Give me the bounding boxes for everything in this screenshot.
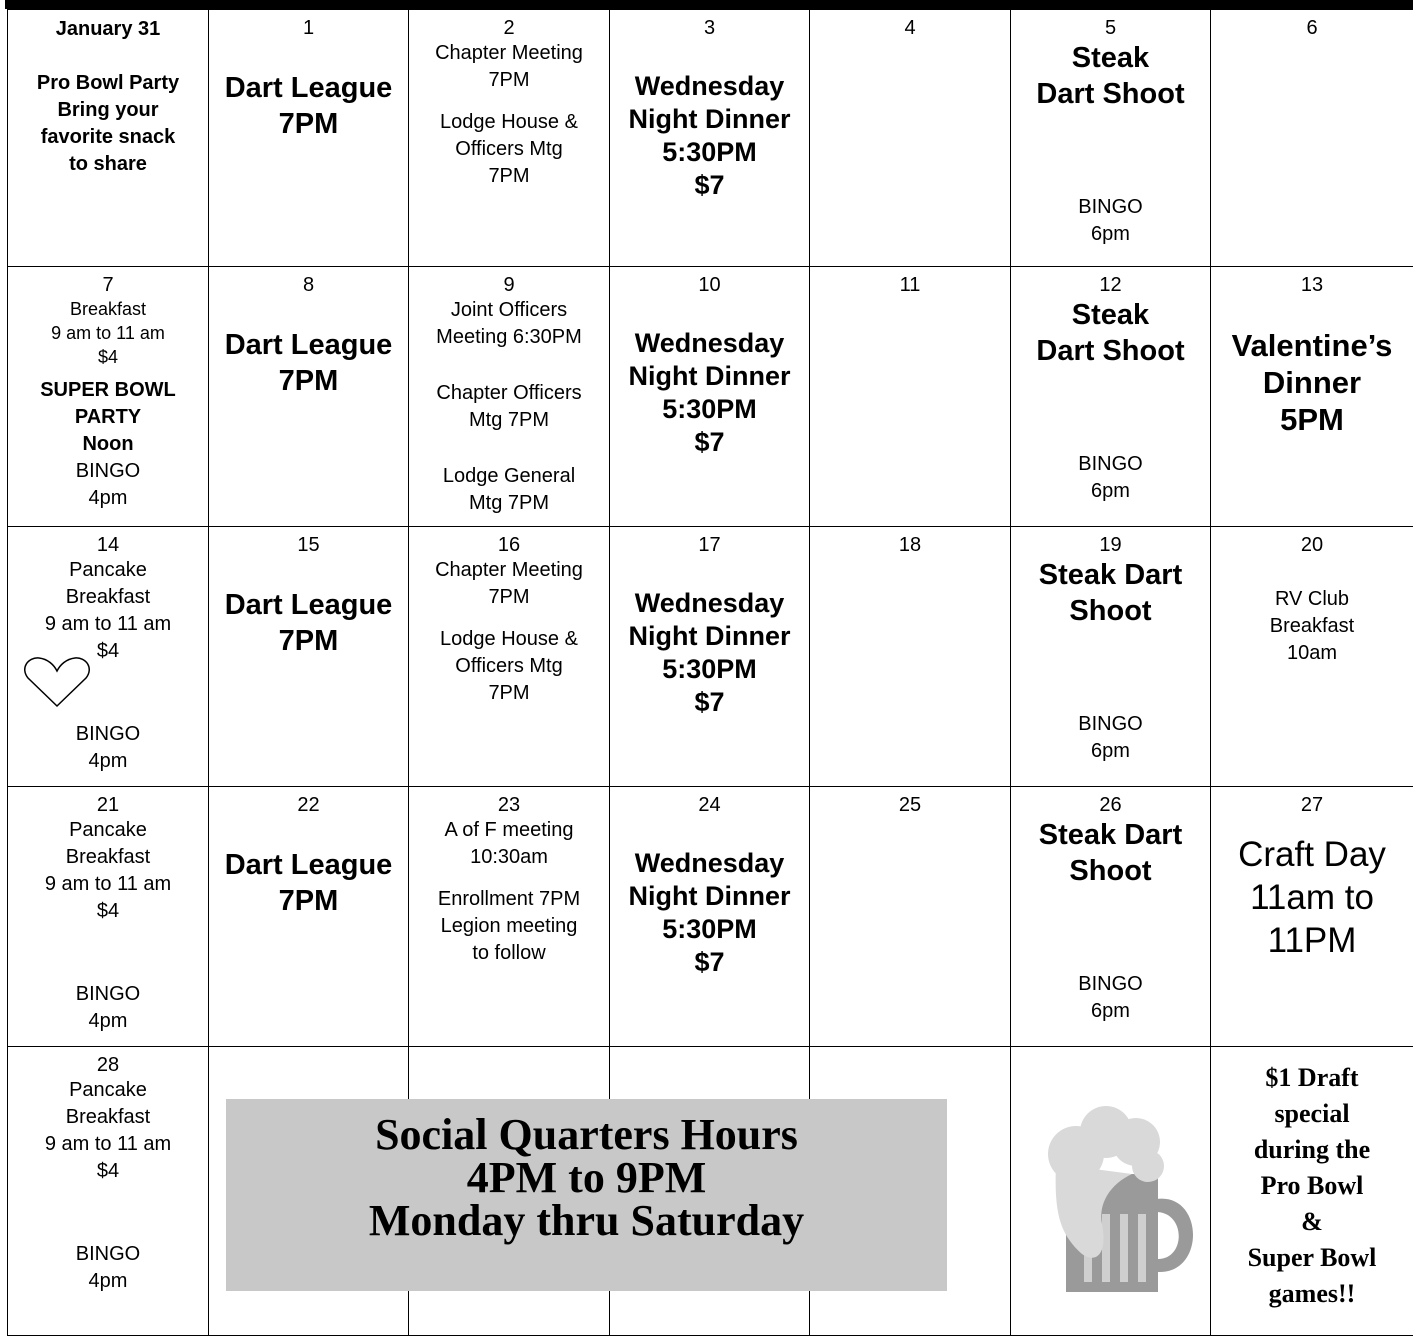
bingo-line: 6pm	[1091, 480, 1130, 502]
event-line: Lodge House &	[440, 111, 578, 133]
day-cell-9	[409, 267, 610, 527]
day-cell-jan-31	[8, 10, 209, 267]
heart-icon	[24, 656, 90, 708]
event-line: $7	[694, 687, 725, 717]
event-line: 7PM	[278, 108, 339, 140]
event-line: $7	[694, 427, 725, 457]
event-line: 9 am to 11 am	[51, 323, 165, 343]
bingo-line: BINGO	[75, 983, 141, 1005]
day-number: January 31	[55, 18, 161, 40]
day-cell-8	[209, 267, 409, 527]
bingo-line: 4pm	[88, 1270, 128, 1292]
day-number: 18	[898, 534, 922, 556]
special-line: &	[1301, 1207, 1323, 1236]
day-cell-5	[1011, 10, 1211, 267]
event-line: 9 am to 11 am	[44, 613, 172, 635]
bingo-line: BINGO	[75, 1243, 141, 1265]
day-number: 11	[899, 274, 921, 296]
event-line: $4	[96, 900, 120, 922]
event-line: Night Dinner	[628, 881, 791, 911]
event-line: Breakfast	[69, 299, 147, 319]
event-line: SUPER BOWL	[40, 379, 176, 401]
day-cell-2	[409, 10, 610, 267]
event-line: 10am	[1286, 642, 1338, 664]
day-number: 8	[302, 274, 315, 296]
bingo-line: 6pm	[1091, 1000, 1130, 1022]
event-line: 5PM	[1280, 402, 1344, 437]
beer-mug-icon	[1036, 1104, 1206, 1294]
event-line: Mtg 7PM	[468, 409, 550, 431]
event-line: 7PM	[488, 165, 530, 187]
day-number: 5	[1104, 17, 1117, 39]
day-cell-21	[8, 787, 209, 1047]
day-number: 16	[497, 534, 521, 556]
event-line: to share	[69, 153, 147, 175]
day-number: 21	[96, 794, 120, 816]
day-cell-27	[1211, 787, 1413, 1047]
event-line: Steak	[1071, 42, 1150, 74]
event-line: Night Dinner	[628, 361, 791, 391]
day-cell-22	[209, 787, 409, 1047]
bingo-line: 6pm	[1091, 223, 1130, 245]
day-number: 23	[497, 794, 521, 816]
event-line: Night Dinner	[628, 104, 791, 134]
day-number: 24	[698, 794, 721, 816]
hours-line: 4PM to 9PM	[466, 1153, 707, 1202]
event-line: $4	[96, 640, 120, 662]
day-cell-26	[1011, 787, 1211, 1047]
draft-special-cell	[1211, 1047, 1413, 1336]
day-number: 22	[297, 794, 320, 816]
event-line: 7PM	[488, 69, 530, 91]
event-line: to follow	[472, 942, 546, 964]
event-line: 5:30PM	[662, 914, 757, 944]
event-line: Noon	[82, 433, 134, 455]
social-quarters-hours-box	[226, 1099, 947, 1291]
top-border-bar	[5, 0, 1413, 9]
day-cell-11	[810, 267, 1011, 527]
day-cell-13	[1211, 267, 1413, 527]
day-number: 17	[698, 534, 721, 556]
event-line: Valentine’s	[1231, 328, 1393, 363]
event-line: Wednesday	[634, 588, 785, 618]
event-line: Lodge House &	[440, 628, 578, 650]
day-cell-15	[209, 527, 409, 787]
event-line: 7PM	[488, 586, 530, 608]
event-line: Pancake	[69, 559, 147, 581]
day-cell-23	[409, 787, 610, 1047]
event-line: RV Club	[1274, 588, 1350, 610]
event-line: $4	[96, 1160, 120, 1182]
day-cell-20	[1211, 527, 1413, 787]
event-line: Mtg 7PM	[468, 492, 550, 514]
event-line: Breakfast	[65, 1106, 151, 1128]
day-cell-3	[610, 10, 810, 267]
bingo-line: BINGO	[1078, 453, 1143, 475]
event-line: Meeting 6:30PM	[436, 326, 582, 348]
event-line: 7PM	[278, 365, 339, 397]
bingo-line: BINGO	[75, 460, 141, 482]
special-line: during the	[1253, 1135, 1371, 1164]
event-line: 5:30PM	[662, 654, 757, 684]
event-line: Dinner	[1262, 365, 1362, 400]
day-number: 26	[1099, 794, 1122, 816]
event-line: 7PM	[278, 885, 339, 917]
event-line: Shoot	[1069, 855, 1152, 887]
bingo-line: BINGO	[1078, 713, 1143, 735]
event-line: 5:30PM	[662, 137, 757, 167]
day-number: 3	[703, 17, 716, 39]
event-line: Night Dinner	[628, 621, 791, 651]
day-cell-28	[8, 1047, 209, 1336]
bingo-line: BINGO	[1078, 973, 1143, 995]
day-cell-24	[610, 787, 810, 1047]
event-line: 9 am to 11 am	[44, 1133, 172, 1155]
day-number: 7	[102, 274, 114, 296]
day-number: 9	[503, 274, 515, 296]
bingo-line: 6pm	[1091, 740, 1130, 762]
event-line: $4	[97, 347, 119, 367]
hours-line: Social Quarters Hours	[375, 1110, 798, 1159]
event-line: Legion meeting	[440, 915, 578, 937]
event-line: Dart League	[224, 589, 393, 621]
event-line: Joint Officers	[450, 299, 568, 321]
event-line: Lodge General	[442, 465, 576, 487]
event-line: Wednesday	[634, 71, 785, 101]
event-line: Bring your	[57, 99, 159, 121]
day-cell-12	[1011, 267, 1211, 527]
day-cell-6	[1211, 10, 1413, 267]
bingo-line: BINGO	[75, 723, 141, 745]
event-line: Dart League	[224, 849, 393, 881]
event-line: Officers Mtg	[455, 138, 563, 160]
day-number: 10	[698, 274, 721, 296]
event-line: 11PM	[1267, 921, 1357, 960]
day-number: 19	[1099, 534, 1122, 556]
event-line: Pancake	[69, 1079, 147, 1101]
event-line: Craft Day	[1238, 835, 1386, 874]
day-number: 15	[297, 534, 320, 556]
event-line: Chapter Officers	[436, 382, 582, 404]
day-number: 20	[1300, 534, 1324, 556]
day-number: 1	[302, 17, 315, 39]
day-number: 27	[1300, 794, 1324, 816]
event-line: Wednesday	[634, 848, 785, 878]
event-line: Breakfast	[65, 586, 151, 608]
day-number: 25	[898, 794, 922, 816]
day-cell-25	[810, 787, 1011, 1047]
event-line: 11am to	[1250, 878, 1374, 917]
day-number: 14	[96, 534, 120, 556]
event-line: Dart League	[224, 329, 393, 361]
event-line: $7	[694, 170, 725, 200]
day-number: 12	[1099, 274, 1122, 296]
event-line: Wednesday	[634, 328, 785, 358]
event-line: 5:30PM	[662, 394, 757, 424]
day-cell-10	[610, 267, 810, 527]
day-cell-16	[409, 527, 610, 787]
day-number: 6	[1306, 17, 1318, 39]
event-line: Shoot	[1069, 595, 1152, 627]
special-line: Pro Bowl	[1260, 1171, 1364, 1200]
day-cell-18	[810, 527, 1011, 787]
bingo-line: 4pm	[88, 487, 128, 509]
event-line: Officers Mtg	[455, 655, 563, 677]
event-line: $7	[694, 947, 725, 977]
event-line: Dart Shoot	[1036, 335, 1185, 367]
event-line: 7PM	[278, 625, 339, 657]
event-line: Dart League	[224, 72, 393, 104]
event-line: Steak Dart	[1038, 819, 1183, 851]
hours-line: Monday thru Saturday	[368, 1196, 805, 1245]
day-cell-1	[209, 10, 409, 267]
special-line: $1 Draft	[1265, 1063, 1359, 1092]
event-line: 9 am to 11 am	[44, 873, 172, 895]
special-line: Super Bowl	[1247, 1243, 1377, 1272]
bingo-line: 4pm	[88, 1010, 128, 1032]
event-line: Chapter Meeting	[435, 42, 583, 64]
event-line: Pro Bowl Party	[36, 72, 180, 94]
day-number: 2	[503, 17, 515, 39]
day-number: 4	[904, 17, 916, 39]
bingo-line: BINGO	[1078, 196, 1143, 218]
event-line: Pancake	[69, 819, 147, 841]
event-line: A of F meeting	[444, 819, 574, 841]
event-line: 7PM	[488, 682, 530, 704]
bingo-line: 4pm	[88, 750, 128, 772]
event-line: Chapter Meeting	[435, 559, 583, 581]
event-line: Steak Dart	[1038, 559, 1183, 591]
event-line: Breakfast	[65, 846, 151, 868]
event-line: favorite snack	[40, 126, 176, 148]
event-line: Steak	[1071, 299, 1150, 331]
event-line: PARTY	[74, 406, 142, 428]
day-cell-19	[1011, 527, 1211, 787]
event-line: Enrollment 7PM	[437, 888, 581, 910]
day-cell-17	[610, 527, 810, 787]
day-number: 13	[1300, 274, 1324, 296]
event-line: Dart Shoot	[1036, 78, 1185, 110]
day-cell-4	[810, 10, 1011, 267]
event-line: Breakfast	[1269, 615, 1355, 637]
special-line: games!!	[1268, 1279, 1356, 1308]
day-number: 28	[96, 1054, 120, 1076]
day-cell-7	[8, 267, 209, 527]
special-line: special	[1274, 1099, 1350, 1128]
event-line: 10:30am	[470, 846, 548, 868]
